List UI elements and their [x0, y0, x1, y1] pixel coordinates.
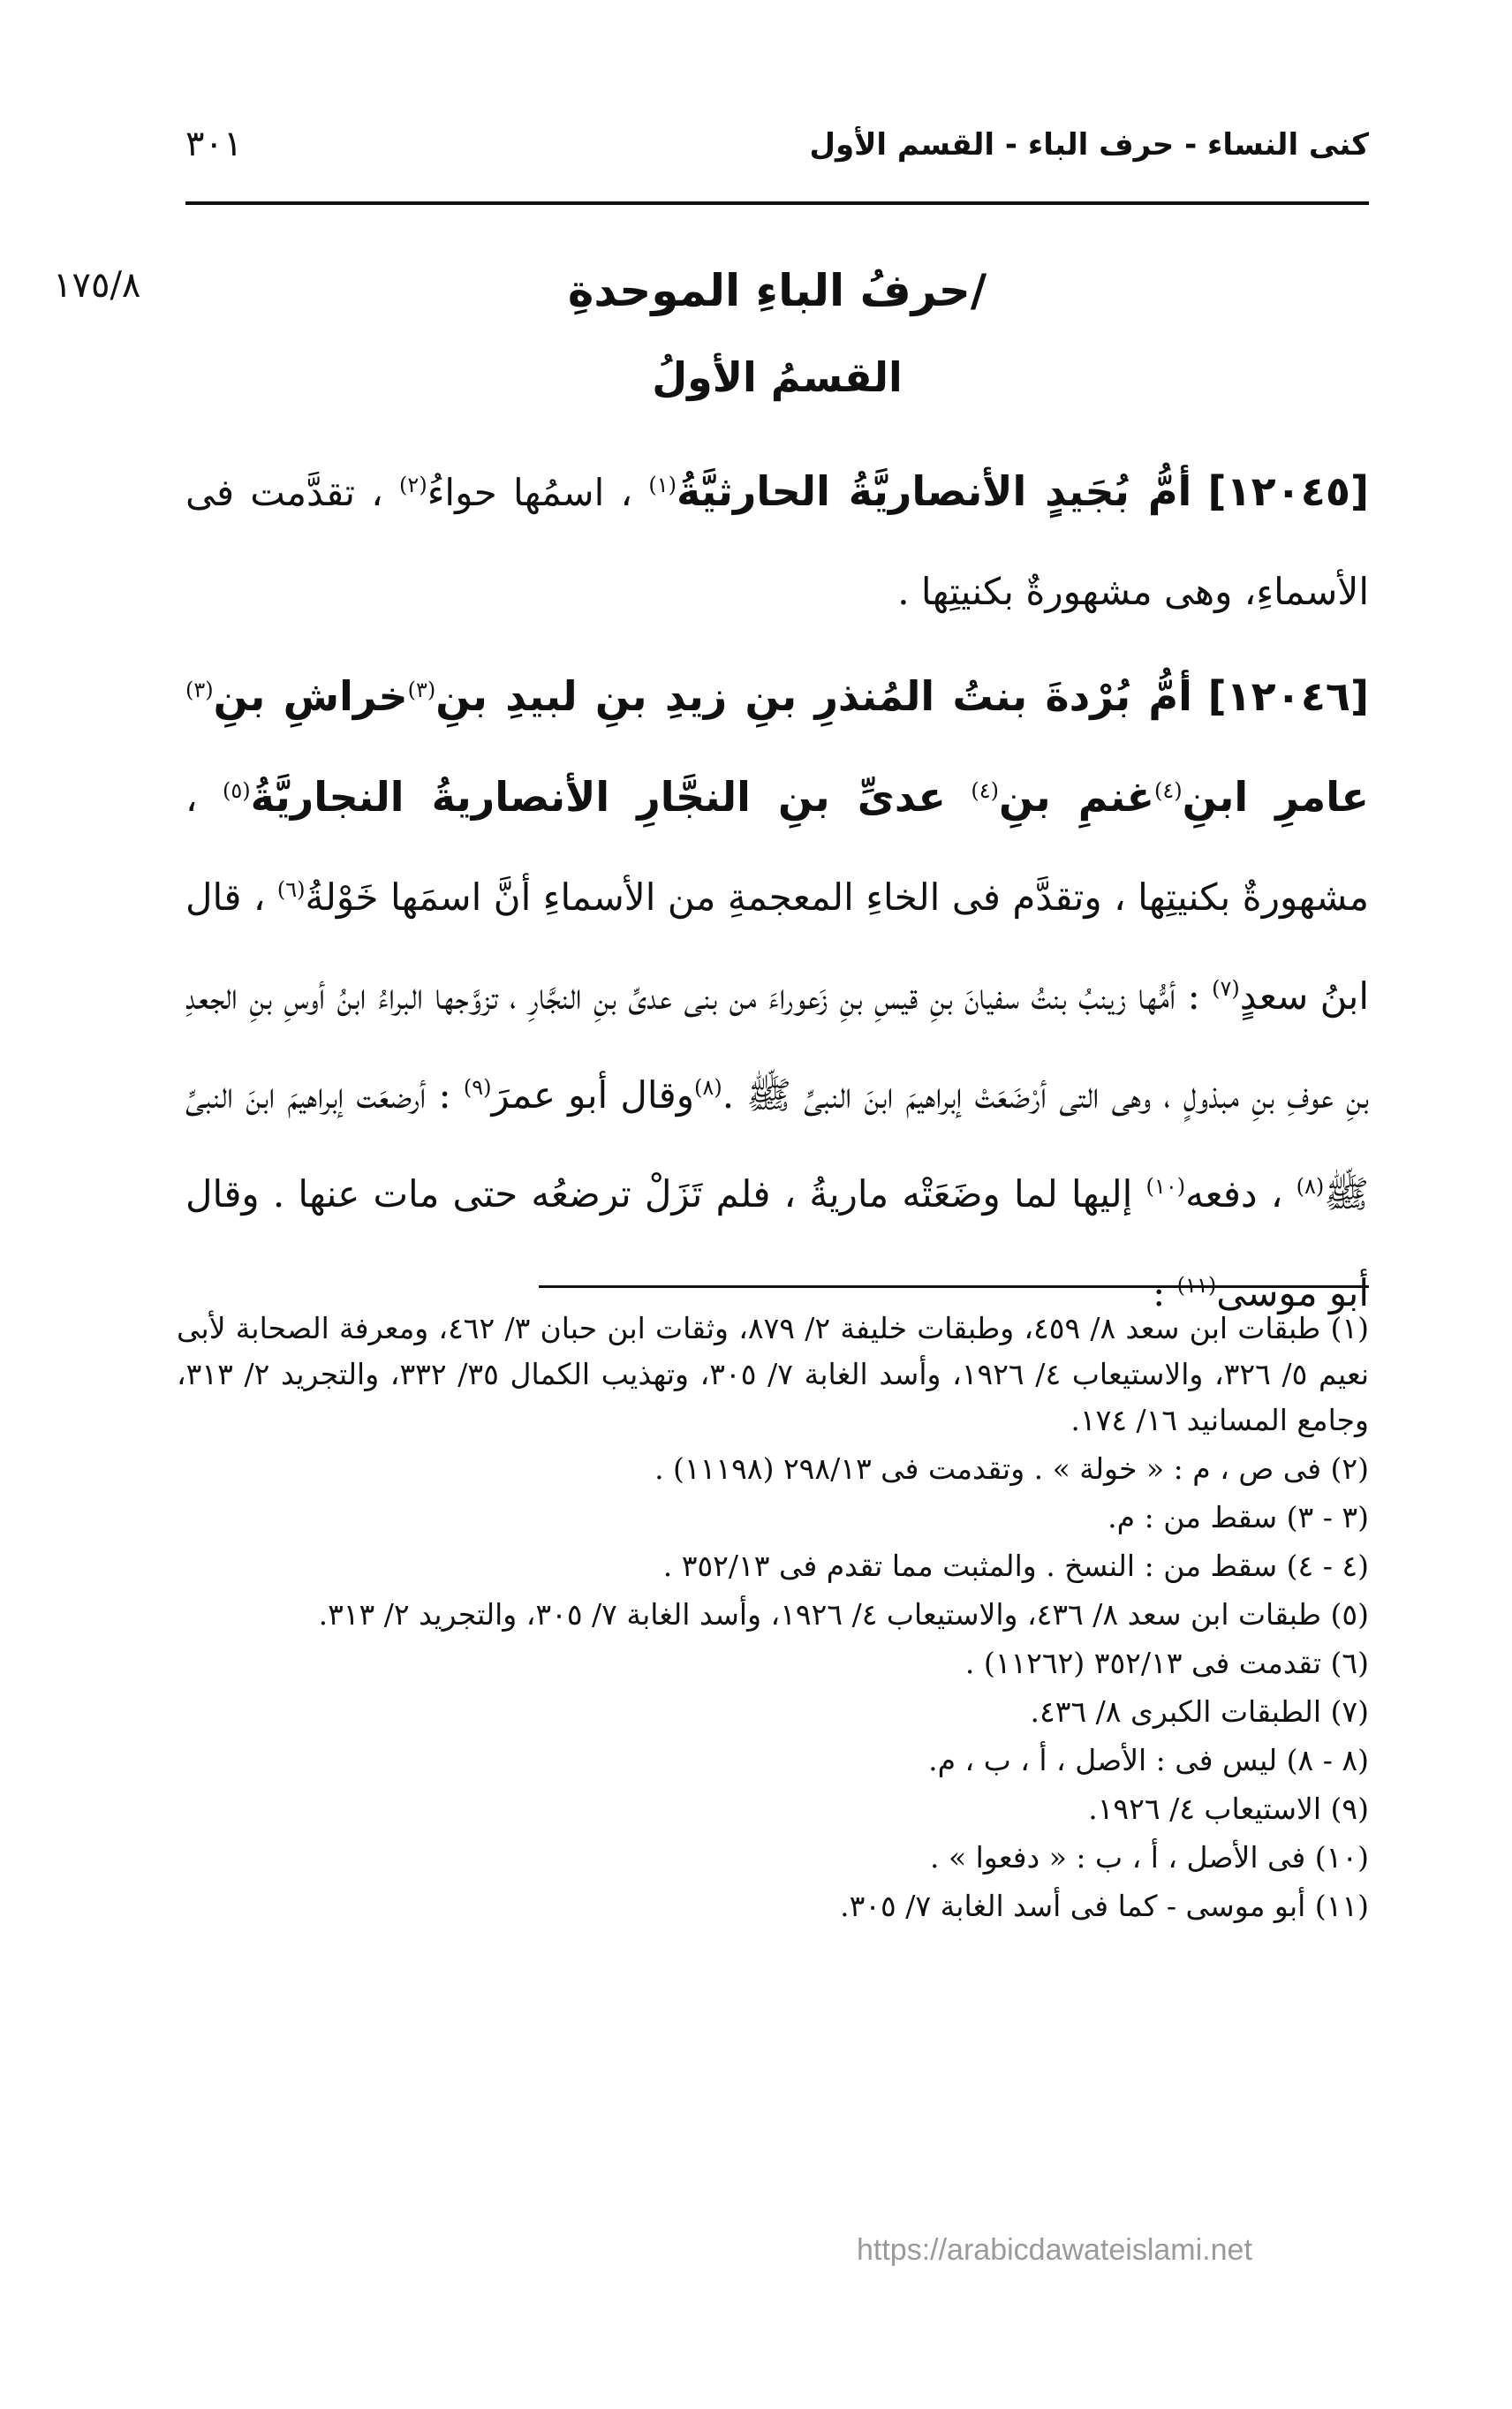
page-number: ٣٠١: [185, 124, 243, 164]
footnote: (٧) الطبقات الكبرى ٨/ ٤٣٦.: [1030, 1694, 1369, 1729]
entry-12045: [185, 442, 1369, 641]
running-title: كنى النساء - حرف الباء - القسم الأول: [809, 127, 1369, 163]
entry-number: [١٢٠٤٥]: [1207, 467, 1369, 515]
footnote-ref: (٨): [694, 1075, 722, 1100]
entry-name-part: عدىِّ بنِ النجَّارِ الأنصاريةُ النجاريَّةُ: [250, 773, 946, 821]
footnote-ref: (١): [648, 473, 677, 497]
footnote: (٨ - ٨) ليس فى : الأصل ، أ ، ب ، م.: [928, 1743, 1369, 1777]
page-header: [185, 122, 1369, 184]
entry-text: وقال أبو عمرَ: [491, 1073, 695, 1117]
footnote: (٢) فى ص ، م : « خولة » . وتقدمت فى ٢٩٨/١٣ (١١١٩٨) .: [654, 1451, 1369, 1486]
entry-text: ، مشهورةٌ بكنيتِها ، وتقدَّم فى الخاءِ المعجمةِ من الأسماءِ أنَّ اسمَها خَوْلةُ: [185, 776, 1369, 919]
footnote-ref: (٤): [1154, 778, 1183, 803]
footnote-ref: (٥): [222, 778, 251, 803]
entry-text: :: [1153, 1271, 1166, 1314]
footnote: (٤ - ٤) سقط من : النسخ . والمثبت مما تقدم فى ٣٥٢/١٣ .: [662, 1549, 1369, 1583]
entry-text: ، دفعه: [1185, 1172, 1283, 1216]
footnote: (١) طبقات ابن سعد ٨/ ٤٥٩، وطبقات خليفة ٢/ ٨٧٩، وثقات ابن حبان ٣/ ٤٦٢، ومعرفة الصحابة لأبى نعيم ٥/ ٣٢٦، والاستيعاب ٤/ ١٩٢٦، وأسد الغابة ٧/ ٣٠٥، وتهذيب الكمال ٣٥/ ٣٣٢، والتجريد ٢/ ٣١٣، وجامع المسانيد ١٦/ ١٧٤.: [177, 1311, 1370, 1437]
entry-name-part: غنمِ بنِ: [999, 773, 1155, 821]
footnote: (٣ - ٣) سقط من : م.: [1108, 1500, 1369, 1534]
main-text: [185, 442, 1369, 1348]
footnote-ref: (١٠): [1145, 1174, 1186, 1199]
section-title: القسمُ الأولُ: [652, 353, 903, 401]
entry-name: أمُّ بُجَيدٍ الأنصاريَّةُ الحارثيَّةُ: [676, 467, 1192, 515]
entry-text: ، اسمُها حواءُ: [427, 471, 633, 514]
footnote: (١١) أبو موسى - كما فى أسد الغابة ٧/ ٣٠٥.: [840, 1889, 1369, 1923]
footnote-ref: (٩): [463, 1075, 492, 1100]
footnote-ref: (١١): [1176, 1273, 1217, 1298]
footnote-rule: [539, 1285, 1369, 1288]
footnote-ref: (٦): [276, 877, 306, 902]
footnote-ref: (٨): [1296, 1174, 1325, 1199]
footnote-ref: (٧): [1212, 976, 1240, 1001]
entry-number: [١٢٠٤٦]: [1207, 672, 1370, 720]
entry-name-part: خراشِ بنِ: [213, 672, 408, 720]
footnotes: [177, 1306, 1369, 1932]
entry-name-part: عامرِ ابنِ: [1182, 773, 1369, 821]
footnote: (٩) الاستيعاب ٤/ ١٩٢٦.: [1088, 1792, 1369, 1826]
footnote-ref: (٤): [971, 778, 999, 803]
entry-text: ، تقدَّمت فى الأسماءِ، وهى مشهورةٌ بكنيتِها .: [185, 471, 1369, 613]
entry-text: إليها لما وضَعَتْه ماريةُ ، فلم تَزَلْ ترضعُه حتى مات عنها . وقال أبو موسى: [185, 1172, 1369, 1314]
footnote: (٦) تقدمت فى ٣٥٢/١٣ (١١٢٦٢) .: [964, 1646, 1369, 1680]
footnote-ref: (٣): [185, 678, 214, 702]
entry-text: : أمُّها زينبُ بنتُ سفيانَ بنِ قيسِ بنِ زَعوراءَ من بنى عدىِّ بنِ النجَّارِ ، تزوَّجها البراءُ ابنُ أوسِ بنِ الجعدِ بنِ عوفِ بنِ مبذولٍ ، وهى التى أرْضَعَتْ إبراهيمَ ابنَ النبىِّ ﷺ .: [185, 974, 1369, 1117]
footnote-ref: (٢): [399, 473, 427, 497]
entry-text: ، قال ابنُ سعدٍ: [185, 875, 1369, 1018]
margin-reference: ١٧٥/٨: [53, 265, 141, 306]
entry-text: : أرضعَت إبراهيمَ ابنَ النبىِّ ﷺ: [185, 1073, 1369, 1216]
footnote: (١٠) فى الأصل ، أ ، ب : « دفعوا » .: [929, 1840, 1369, 1875]
chapter-title: /حرفُ الباءِ الموحدةِ: [567, 265, 987, 316]
header-rule: [185, 201, 1369, 205]
footnote-ref: (٣): [407, 678, 436, 702]
entry-12046: [185, 647, 1369, 1343]
entry-name: أمُّ بُرْدةَ بنتُ المُنذرِ بنِ زيدِ بنِ لبيدِ بنِ: [435, 672, 1192, 720]
watermark-url: https://arabicdawateislami.net: [857, 2233, 1252, 2267]
footnote: (٥) طبقات ابن سعد ٨/ ٤٣٦، والاستيعاب ٤/ ١٩٢٦، وأسد الغابة ٧/ ٣٠٥، والتجريد ٢/ ٣١٣.: [318, 1597, 1369, 1632]
